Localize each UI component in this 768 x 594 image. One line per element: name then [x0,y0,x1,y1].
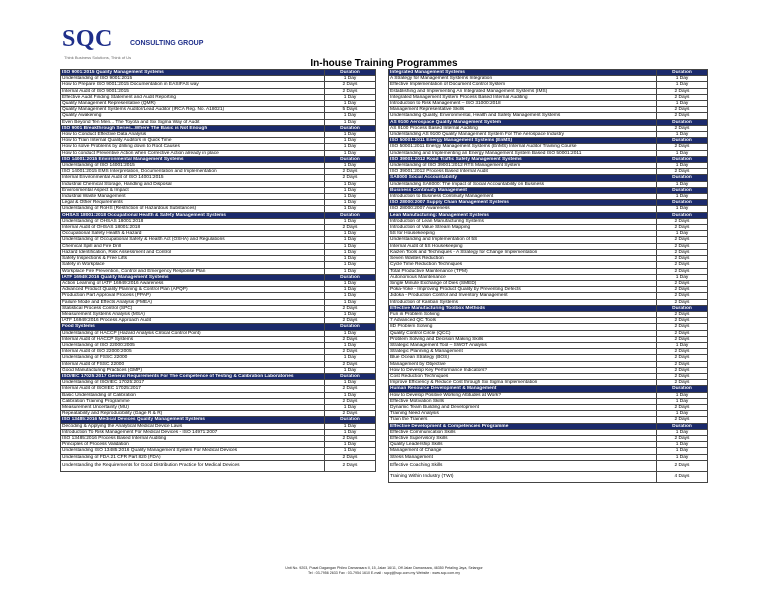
logo-name: CONSULTING GROUP [130,40,204,47]
course-duration: 1 Day [657,274,708,280]
duration-header: Duration [657,138,708,144]
course-duration: 2 Days [657,460,708,471]
course-duration: 2 Days [657,293,708,299]
course-duration: 1 Day [657,392,708,398]
course-title: Industrial Waste Management [61,194,325,200]
course-title: Understanding and Implementing an Energy Management System Based ISO 50001:2011 [389,150,657,156]
course-duration: 1 Day [325,101,376,107]
course-duration: 1 Day [325,181,376,187]
section-title: Human Resource Development & Management [389,386,657,392]
course-title: Occupational Safety Health & Hazard [61,231,325,237]
page-title: In-house Training Programmes [310,58,458,69]
course-duration: 1 Day [657,231,708,237]
course-title: Understanding ISO 13485:2016 Quality Management System For Medical Devices [61,448,325,454]
course-title: Internal Audit of ISO 9001:2015 [61,88,325,94]
course-duration: 2 Days [657,299,708,305]
duration-header: Duration [325,70,376,76]
course-title: Legal & Other Requirements [61,200,325,206]
course-duration: 2 Days [657,435,708,441]
course-title: Internal Audit of 5S Housekeeping [389,243,657,249]
duration-header: Duration [657,200,708,206]
course-title: Effective Audit Finding Statement and Audit Reporting [61,94,325,100]
course-duration: 1 Day [657,181,708,187]
course-duration: 1 Day [325,144,376,150]
section-title: Effective Manufacturing Toolbox Methods [389,305,657,311]
right-training-table [388,69,708,483]
course-title: Action Learning of IATF 16949:2016 Awareness [61,280,325,286]
section-title: ISO 9001 Breakthrough Series...Where The Basic is Not Enough [61,125,325,131]
section-title: Food Systems [61,324,325,330]
course-duration: 2 Days [325,386,376,392]
course-duration: 1 Day [325,249,376,255]
course-duration: 1 Day [325,342,376,348]
course-duration: 2 Days [657,380,708,386]
course-duration: 1 Day [325,237,376,243]
course-title: Internal Audit of ISO 22000:2005 [61,349,325,355]
footer-address: Unit No. 9203, Pusat Dagangan Phileo Damansara II, 15, Jalan 16/11, Off Jalan Damansara, 46350 Petaling Jaya, Selangor [285,566,483,570]
course-duration: 1 Day [325,367,376,373]
course-duration: 1 Day [325,132,376,138]
course-duration: 1 Day [325,113,376,119]
course-title: Effective Communication Skills [389,429,657,435]
course-duration: 1 Day [325,392,376,398]
course-duration: 1 Day [325,150,376,156]
course-title: Quality Leadership Skills [389,442,657,448]
course-duration: 2 Days [325,88,376,94]
course-duration: 5 Days [325,107,376,113]
left-column [60,69,376,472]
course-duration: 1 Day [325,206,376,212]
course-title: Autonomous Maintenance [389,274,657,280]
course-duration: 1 Day [325,256,376,262]
course-duration: 2 Days [657,318,708,324]
course-duration: 2 Days [657,361,708,367]
course-title: Kaizen Tools and Techniques - A Strategy for Change Implementation [389,249,657,255]
right-column [388,69,708,483]
course-duration: 1 Day [325,187,376,193]
course-duration: 2 Days [325,349,376,355]
course-duration: 1 Day [325,442,376,448]
course-row [61,460,376,471]
course-duration: 1 Day [657,132,708,138]
course-title: Quality Control Circle (QCC) [389,330,657,336]
course-title: Introduction of Lean Manufacturing Systems [389,218,657,224]
duration-header: Duration [325,125,376,131]
course-duration: 2 Days [657,243,708,249]
course-duration: 2 Days [657,237,708,243]
course-title: Effective Coaching Skills [389,460,657,471]
course-duration: 1 Day [325,76,376,82]
duration-header: Duration [657,212,708,218]
course-duration: 2 Days [657,268,708,274]
course-duration: 2 Days [325,305,376,311]
course-duration: 1 Day [325,293,376,299]
course-title: Understanding of Occupational Safety & Health Act (OSHA) and Regulations [61,237,325,243]
course-title: Introduction to Risk Management – ISO 31000:2018 [389,101,657,107]
course-title: ISO 13485:2016 Process Based Internal Auditing [61,435,325,441]
course-duration: 1 Day [325,287,376,293]
section-title: Effective Development & Competencies Programme [389,423,657,429]
course-duration: 2 Days [657,249,708,255]
course-duration: 1 Day [325,138,376,144]
course-title: Understanding of RoHS (Restriction of Hazardous Substances) [61,206,325,212]
course-title: Even Beyond Ten Men... The Toyota and Six Sigma Way of Audit [61,119,325,125]
course-title: Understanding of ISO 39001:2012 RTS Management System [389,163,657,169]
course-duration: 1 Day [325,231,376,237]
course-duration: 2 Days [657,373,708,379]
course-title: Problem Solving and Decision Making Skills [389,336,657,342]
course-duration: 2 Days [657,349,708,355]
course-title: Safety Inspections & Free Lifts [61,256,325,262]
course-title: Introduction to Business Continuity Management [389,194,657,200]
course-duration: 1 Day [657,206,708,212]
course-title: Integrated Management System Process Based Internal Auditing [389,94,657,100]
course-duration: 1 Day [325,299,376,305]
course-title: Advanced Product Quality Planning & Control Plan (APQP) [61,287,325,293]
course-title: Understanding Quality, Environmental, Health and Safety Management Systems [389,113,657,119]
course-duration: 2 Days [325,169,376,175]
course-duration: 1 Day [657,398,708,404]
duration-header: Duration [325,156,376,162]
course-title: Understanding of ISO 14001:2015 [61,163,325,169]
course-title: Understanding and Implementation of 5S [389,237,657,243]
course-duration: 2 Days [657,336,708,342]
course-title: How to conduct Preventive Action when Corrective Action already in place [61,150,325,156]
course-duration: 2 Days [657,417,708,423]
course-title: Understanding of ISO 22000:2005 [61,342,325,348]
course-duration: 2 Days [657,404,708,410]
course-title: How to Develop Key Performance Indicators? [389,367,657,373]
left-training-table [60,69,376,472]
course-title: Decoding & Applying the Analytical Medical Device Laws [61,423,325,429]
course-duration: 1 Day [657,150,708,156]
course-title: Chemical Spill and Fire Drill [61,243,325,249]
course-title: Seven Wastes Reduction [389,256,657,262]
section-title: Integrated Management Systems [389,70,657,76]
course-title: Effective Supervisory Skills [389,435,657,441]
course-title: Jidoka - Production Control and Inventory Management [389,293,657,299]
course-duration: 2 Days [657,280,708,286]
course-duration: 4 Days [657,471,708,482]
duration-header: Duration [657,156,708,162]
course-duration: 1 Day [657,163,708,169]
course-title: Environmental Aspect & Impact [61,187,325,193]
course-duration: 1 Day [657,429,708,435]
course-title: Internal Environmental Audit of ISO 14001:2015 [61,175,325,181]
course-duration: 2 Days [657,324,708,330]
course-duration: 1 Day [325,280,376,286]
course-title: Internal Audit of OHSAS 18001:2018 [61,225,325,231]
duration-header: Duration [657,175,708,181]
course-title: IATF 16949:2016 Process Approach Audit [61,318,325,324]
course-title: Single Minute Exchange of Dies (SMED) [389,280,657,286]
course-title: Calibration Training Programme [61,398,325,404]
course-title: Blue Ocean Strategy (BOS) [389,355,657,361]
course-title: How to Train Internal Quality Auditors in Quick Time [61,138,325,144]
section-title: ISO/IEC 17025:2017 General Requirements For The Competence of Testing & Calibration Laboratories [61,373,325,379]
course-duration: 1 Day [325,262,376,268]
course-duration: 2 Days [325,225,376,231]
course-duration: 2 Days [657,330,708,336]
duration-header: Duration [657,305,708,311]
course-title: Introduction To Risk Management For Medical Devices - ISO 14971:2007 [61,429,325,435]
course-duration: 1 Day [325,448,376,454]
duration-header: Duration [325,274,376,280]
course-duration: 1 Day [657,194,708,200]
course-title: Internal Audit of FSSC 22000 [61,361,325,367]
course-title: Management by Objective [389,361,657,367]
course-duration: 1 Day [325,200,376,206]
course-title: Failure Mode and Effects Analysis (FMEA) [61,299,325,305]
course-title: Cycle Time Reduction Techniques [389,262,657,268]
course-title: Understanding the Requirements for Good Distribution Practice for Medical Devices [61,460,325,471]
course-duration: 1 Day [657,411,708,417]
course-title: Cost Reduction Techniques [389,373,657,379]
course-title: AS 9100 Process Based Internal Auditing [389,125,657,131]
course-title: Poka-Yoke - Improving Product Quality by Preventing Defects [389,287,657,293]
duration-header: Duration [325,212,376,218]
logo-tagline: Think Business Solutions, Think of Us [64,55,132,60]
course-duration: 2 Days [325,361,376,367]
duration-header: Duration [657,119,708,125]
course-row [389,471,708,482]
section-title: OHSAS 18001:2018 Occupational Health & Safety Management Systems [61,212,325,218]
course-title: Understanding of ISO 9001:2015 [61,76,325,82]
course-duration: 2 Days [325,82,376,88]
course-title: Measurement Uncertainty (MU) [61,404,325,410]
section-title: ISO 50001:2011 Energy Management Systems (EnMS) [389,138,657,144]
course-title: Stress Management [389,454,657,460]
course-duration: 2 Days [657,311,708,317]
course-title: Quality Management Representative (QMR) [61,101,325,107]
course-title: Safety in Workplace [61,262,325,268]
course-duration: 1 Day [325,429,376,435]
course-title: 7 Advanced QC Tools [389,318,657,324]
course-duration: 2 Days [657,256,708,262]
course-duration: 2 Days [657,144,708,150]
course-duration: 1 Day [325,423,376,429]
course-duration: 1 Day [325,119,376,125]
section-title: IATF 16949:2016 Quality Management Systems [61,274,325,280]
section-title: ISO 28000:2007 Supply Chain Management Systems [389,200,657,206]
course-duration: 1 Day [325,404,376,410]
course-duration: 2 Days [657,367,708,373]
course-duration: 1 Day [657,342,708,348]
course-title: Introduction of Kanban Systems [389,299,657,305]
course-duration: 2 Days [657,355,708,361]
course-title: Quality Management Systems Auditor/Lead Auditor (IRCA Reg. No. A18021) [61,107,325,113]
course-title: How to Prepare ISO 9001:2015 Documentation in EASIFAS way [61,82,325,88]
footer-contacts: Tel : 03-7956 2633 Fax : 03-7954 1610 E-mail : sqcpj@sqc.com.my Website : www.sqc.com.my [308,571,460,575]
course-duration: 1 Day [657,448,708,454]
course-title: ISO 14001:2015 EMS Interpretation, Documentation and Implementation [61,169,325,175]
course-duration: 1 Day [325,218,376,224]
course-title: ISO 28000:2007 Awareness [389,206,657,212]
course-title: Quality Awakening [61,113,325,119]
course-title: Internal Audit of ISO/IEC 17025:2017 [61,386,325,392]
course-title: Training Within Industry (TWI) [389,471,657,482]
course-title: How to Conduct Effective Data Analysis [61,132,325,138]
course-title: Fun in Problem Solving [389,311,657,317]
course-duration: 1 Day [325,94,376,100]
course-duration: 1 Day [657,454,708,460]
company-logo [62,26,204,60]
duration-header: Duration [657,386,708,392]
duration-header: Duration [325,373,376,379]
course-title: 8D Problem Solving [389,324,657,330]
course-duration: 2 Days [657,218,708,224]
section-title: ISO 14001:2015 Environmental Management Systems [61,156,325,162]
course-duration: 2 Days [657,225,708,231]
course-duration: 2 Days [657,287,708,293]
course-title: ISO 39001:2012 Process Based Internal Audit [389,169,657,175]
course-duration: 2 Days [325,398,376,404]
footer-contact [0,566,768,576]
course-title: Understanding SA8000: The Impact of Social Accountability on Business [389,181,657,187]
course-title: Understanding of FDA 21 CFR Part 820 (FDA) [61,454,325,460]
course-duration: 1 Day [325,330,376,336]
course-duration: 1 Day [325,194,376,200]
course-title: Establishing and Implementing An Integrated Management Systems (IMS) [389,88,657,94]
course-duration: 1 Day [325,380,376,386]
course-title: Understanding of ISO/IEC 17025:2017 [61,380,325,386]
course-duration: 1 Day [657,82,708,88]
course-duration: 2 Days [657,88,708,94]
duration-header: Duration [657,70,708,76]
course-title: Effective Motivation Skills [389,398,657,404]
section-title: ISO 39001:2012 Road Traffic Safety Management Systems [389,156,657,162]
course-title: Hazard Identification, Risk Assessment and Control [61,249,325,255]
course-title: Strategic Management Tool – SWOT Analysis [389,342,657,348]
course-title: A Strategy for Management Systems Integration [389,76,657,82]
section-title: Lean Manufacturing: Management Systems [389,212,657,218]
course-duration: 2 Days [325,454,376,460]
course-duration: 2 Days [325,318,376,324]
course-title: Principles of Process Validation [61,442,325,448]
course-duration: 1 Day [657,76,708,82]
course-duration: 1 Day [325,243,376,249]
course-title: Industrial Chemical Storage, Handling and Disposal [61,181,325,187]
course-duration: 2 Days [657,169,708,175]
course-title: ISO 50001:2011 Energy Management Systems (EnMS) Internal Auditor Training Course [389,144,657,150]
course-title: Production Part Approval Process (PPAP) [61,293,325,299]
course-duration: 1 Day [657,442,708,448]
section-title: SA8000 Social Accountability [389,175,657,181]
course-title: Dynamic Team Building and Development [389,404,657,410]
course-duration: 2 Days [657,94,708,100]
course-title: Management of Change [389,448,657,454]
duration-header: Duration [657,423,708,429]
course-duration: 1 Day [325,268,376,274]
duration-header: Duration [325,417,376,423]
course-title: Total Productive Maintenance (TPM) [389,268,657,274]
course-duration: 1 Day [325,311,376,317]
duration-header: Duration [657,187,708,193]
course-title: How to solve Problems by drilling down to Root Causes [61,144,325,150]
course-duration: 2 Days [657,262,708,268]
course-title: Strategic Planning & Management [389,349,657,355]
course-title: Management Representative Skills [389,107,657,113]
course-duration: 2 Days [325,175,376,181]
course-title: Understanding AS 9100 Quality Management System For The Aerospace Industry [389,132,657,138]
course-title: 5S for Housekeeping [389,231,657,237]
course-title: Training Need Analysis [389,411,657,417]
course-title: Internal Audit of HACCP Systems [61,336,325,342]
course-duration: 2 Days [325,435,376,441]
course-title: Understanding of FSSC 22000 [61,355,325,361]
course-duration: 2 Days [325,336,376,342]
section-title: ISO 9001:2015 Quality Management Systems [61,70,325,76]
course-duration: 1 Day [657,101,708,107]
course-title: Understanding of HACCP (Hazard Analysis Critical Control Point) [61,330,325,336]
course-duration: 2 Days [325,411,376,417]
course-title: Measurement Systems Analysis (MSA) [61,311,325,317]
course-duration: 2 Days [325,460,376,471]
course-title: Effective Implementation of Document Control System [389,82,657,88]
section-title: ISO 13485:2016 Medical Devices Quality Management Systems [61,417,325,423]
course-title: Train the Trainers [389,417,657,423]
course-title: Good Manufacturing Practices (GMP) [61,367,325,373]
course-row [389,460,708,471]
course-title: How to Develop Positive Working Attitudes at Work? [389,392,657,398]
course-duration: 1 Day [325,163,376,169]
course-duration: 2 Days [657,113,708,119]
section-title: Business Continuity Management [389,187,657,193]
section-title: AS 9100 Aerospace Quality Management System [389,119,657,125]
logo-mark: SQC [62,26,113,52]
course-duration: 1 Day [325,355,376,361]
course-duration: 2 Days [657,107,708,113]
course-title: Improve Efficiency & Reduce Cost through Six Sigma Implementation [389,380,657,386]
course-title: Workplace Fire Prevention, Control and Emergency Response Plan [61,268,325,274]
duration-header: Duration [325,324,376,330]
course-title: Introduction of Value Stream Mapping [389,225,657,231]
course-duration: 2 Days [657,125,708,131]
course-title: Understanding of OHSAS 18001:2018 [61,218,325,224]
course-title: Basic Understanding of Calibration [61,392,325,398]
course-title: Repeatability and Reproducibility (Gage R & R) [61,411,325,417]
course-title: Statistical Process Control (SPC) [61,305,325,311]
